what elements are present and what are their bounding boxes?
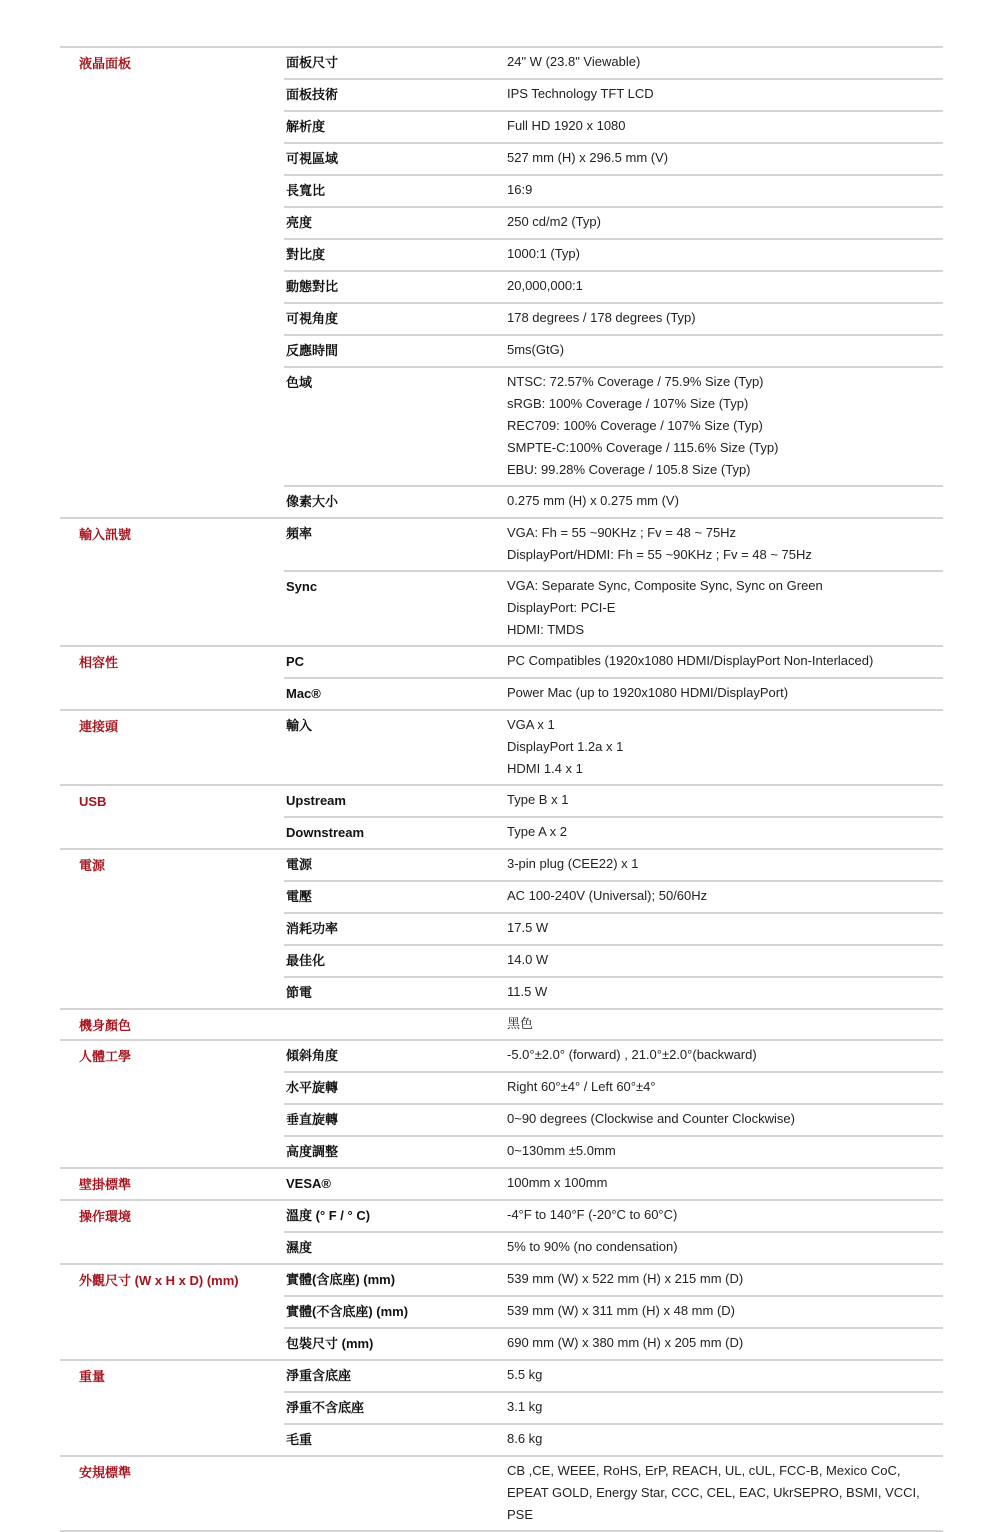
spec-label: 電壓 [286,889,313,904]
spec-label: 消耗功率 [286,921,339,936]
spec-values [507,176,943,206]
spec-values [507,1361,943,1391]
spec-value-line: 1000:1 (Typ) [507,246,580,261]
spec-row [284,880,943,912]
spec-values [507,336,943,366]
spec-values [507,1105,943,1135]
group-name: 重量 [79,1369,106,1384]
spec-value-line: Type B x 1 [507,792,569,807]
spec-row [284,485,943,517]
spec-row [284,1391,943,1423]
spec-row [284,142,943,174]
spec-label: 亮度 [286,215,313,230]
spec-value-line: 250 cd/m2 (Typ) [507,214,601,229]
spec-value-line: EBU: 99.28% Coverage / 105.8 Size (Typ) [507,462,751,477]
spec-row [284,238,943,270]
group-rows [284,1201,943,1263]
spec-row [284,110,943,142]
spec-value-line: 黑色 [507,1016,534,1031]
spec-group [60,1008,943,1039]
spec-values [507,572,943,645]
spec-row [284,1265,943,1295]
spec-value-line: 3-pin plug (CEE22) x 1 [507,856,639,871]
spec-label: 動態對比 [286,279,339,294]
spec-group [60,784,943,848]
group-name: 人體工學 [79,1049,132,1064]
spec-label: 面板技術 [286,87,339,102]
spec-value-line: SMPTE-C:100% Coverage / 115.6% Size (Typ) [507,440,779,455]
spec-value-line: HDMI: TMDS [507,622,585,637]
spec-row [284,786,943,816]
spec-group [60,1359,943,1455]
spec-row [284,816,943,848]
spec-row [284,1103,943,1135]
spec-value-line: VGA: Fh = 55 ~90KHz ; Fv = 48 ~ 75Hz [507,525,737,540]
spec-row [284,850,943,880]
spec-label: Downstream [286,825,365,840]
spec-group [60,1455,943,1532]
spec-group [60,1199,943,1263]
group-rows [284,647,943,709]
group-name: 安規標準 [79,1465,132,1480]
group-rows [284,1041,943,1167]
spec-values [507,1297,943,1327]
spec-row [284,677,943,709]
spec-value-line: Full HD 1920 x 1080 [507,118,626,133]
group-rows [284,1457,943,1530]
spec-values [507,1393,943,1423]
spec-row [284,366,943,485]
spec-values [507,368,943,485]
spec-values [507,487,943,517]
spec-value-line: 20,000,000:1 [507,278,583,293]
spec-row [284,206,943,238]
spec-values [507,978,943,1008]
spec-value-line: -5.0°±2.0° (forward) , 21.0°±2.0°(backward) [507,1047,757,1062]
spec-label: PC [286,654,305,669]
spec-values [507,144,943,174]
spec-value-line: 5.5 kg [507,1367,543,1382]
spec-value-line: REC709: 100% Coverage / 107% Size (Typ) [507,418,763,433]
group-rows [284,711,943,784]
spec-row [284,1295,943,1327]
spec-table [60,46,943,1532]
group-name: 壁掛標準 [79,1177,132,1192]
group-name: 相容性 [79,655,119,670]
spec-values [507,48,943,78]
spec-row [284,1457,943,1530]
spec-values [507,1137,943,1167]
group-name: 電源 [79,858,106,873]
spec-row [284,944,943,976]
spec-label: 像素大小 [286,494,339,509]
spec-label: Upstream [286,793,346,808]
spec-value-line: Type A x 2 [507,824,567,839]
spec-value-line: DisplayPort/HDMI: Fh = 55 ~90KHz ; Fv = 48 ~ 75Hz [507,547,812,562]
group-rows [284,48,943,517]
spec-value-line: 690 mm (W) x 380 mm (H) x 205 mm (D) [507,1335,744,1350]
spec-row [284,78,943,110]
spec-value-line: 0~90 degrees (Clockwise and Counter Clockwise) [507,1111,795,1126]
spec-row [284,1201,943,1231]
spec-values [507,1265,943,1295]
spec-value-line: Right 60°±4° / Left 60°±4° [507,1079,656,1094]
spec-label: 溫度 (° F / ° C) [286,1208,371,1223]
spec-value-line: 14.0 W [507,952,549,967]
spec-label: 實體(含底座) (mm) [286,1272,396,1287]
spec-value-line: 527 mm (H) x 296.5 mm (V) [507,150,669,165]
spec-label: Mac® [286,686,321,701]
spec-values [507,914,943,944]
group-name: USB [79,794,107,809]
spec-label: Sync [286,579,318,594]
spec-value-line: 8.6 kg [507,1431,543,1446]
spec-label: 解析度 [286,119,326,134]
spec-label: 最佳化 [286,953,326,968]
spec-values [507,1073,943,1103]
spec-group [60,1039,943,1167]
spec-values [507,946,943,976]
group-rows [284,1010,943,1039]
spec-value-line: CB ,CE, WEEE, RoHS, ErP, REACH, UL, cUL, FCC-B, Mexico CoC, [507,1463,901,1478]
group-name: 機身顏色 [79,1018,132,1033]
spec-values [507,850,943,880]
spec-value-line: 539 mm (W) x 311 mm (H) x 48 mm (D) [507,1303,735,1318]
spec-value-line: 17.5 W [507,920,549,935]
spec-label: 傾斜角度 [286,1048,339,1063]
spec-row [284,1423,943,1455]
spec-values [507,1329,943,1359]
spec-values [507,112,943,142]
spec-value-line: Power Mac (up to 1920x1080 HDMI/DisplayPort) [507,685,789,700]
spec-values [507,711,943,784]
spec-value-line: 178 degrees / 178 degrees (Typ) [507,310,696,325]
spec-row [284,570,943,645]
spec-label: 包裝尺寸 (mm) [286,1336,374,1351]
spec-label: 濕度 [286,1240,313,1255]
spec-row [284,302,943,334]
spec-values [507,818,943,848]
spec-value-line: PC Compatibles (1920x1080 HDMI/DisplayPort Non-Interlaced) [507,653,874,668]
spec-value-line: 5% to 90% (no condensation) [507,1239,678,1254]
spec-value-line: NTSC: 72.57% Coverage / 75.9% Size (Typ) [507,374,764,389]
spec-values [507,1233,943,1263]
spec-value-line: IPS Technology TFT LCD [507,86,654,101]
group-name: 連接頭 [79,719,119,734]
spec-label: 可視角度 [286,311,339,326]
spec-row [284,1231,943,1263]
spec-row [284,1361,943,1391]
spec-label: 輸入 [286,718,313,733]
spec-label: 可視區域 [286,151,339,166]
group-name: 外觀尺寸 (W x H x D) (mm) [79,1273,239,1288]
spec-row [284,1010,943,1039]
spec-label [284,1457,507,1530]
spec-value-line: 11.5 W [507,984,548,999]
spec-label: 毛重 [286,1432,313,1447]
spec-value-line: DisplayPort: PCI-E [507,600,616,615]
spec-value-line: HDMI 1.4 x 1 [507,761,583,776]
spec-row [284,1169,943,1199]
spec-label: 垂直旋轉 [286,1112,339,1127]
spec-group [60,709,943,784]
group-rows [284,1169,943,1199]
spec-label: 實體(不含底座) (mm) [286,1304,409,1319]
spec-label: 電源 [286,857,313,872]
spec-values [507,1169,943,1199]
spec-value-line: 5ms(GtG) [507,342,565,357]
spec-label [284,1010,507,1039]
spec-value-line: PSE [507,1507,534,1522]
spec-value-line: 16:9 [507,182,533,197]
spec-group [60,517,943,645]
spec-group [60,1167,943,1199]
spec-row [284,270,943,302]
spec-value-line: VGA: Separate Sync, Composite Sync, Sync on Green [507,578,823,593]
spec-row [284,519,943,570]
group-name: 操作環境 [79,1209,132,1224]
group-rows [284,850,943,1008]
spec-value-line: AC 100-240V (Universal); 50/60Hz [507,888,708,903]
spec-value-line: 539 mm (W) x 522 mm (H) x 215 mm (D) [507,1271,744,1286]
spec-label: VESA® [286,1176,331,1191]
spec-value-line: 0~130mm ±5.0mm [507,1143,616,1158]
spec-group [60,46,943,517]
spec-label: 節電 [286,985,313,1000]
spec-values [507,272,943,302]
spec-values [507,1010,943,1039]
spec-row [284,334,943,366]
group-name: 輸入訊號 [79,527,132,542]
spec-values [507,647,943,677]
spec-row [284,976,943,1008]
spec-label: 水平旋轉 [286,1080,339,1095]
group-rows [284,1265,943,1359]
spec-value-line: 100mm x 100mm [507,1175,608,1190]
group-name: 液晶面板 [79,56,132,71]
spec-value-line: 24" W (23.8" Viewable) [507,54,641,69]
spec-value-line: 3.1 kg [507,1399,543,1414]
spec-values [507,786,943,816]
spec-row [284,174,943,206]
spec-group [60,645,943,709]
group-rows [284,786,943,848]
group-rows [284,1361,943,1455]
spec-values [507,679,943,709]
spec-values [507,519,943,570]
spec-label: 淨重含底座 [286,1368,352,1383]
spec-label: 高度調整 [286,1144,339,1159]
spec-value-line: 0.275 mm (H) x 0.275 mm (V) [507,493,679,508]
spec-row [284,1071,943,1103]
spec-values [507,1425,943,1455]
spec-values [507,1457,943,1530]
spec-values [507,80,943,110]
spec-group [60,1263,943,1359]
spec-row [284,1327,943,1359]
spec-value-line: DisplayPort 1.2a x 1 [507,739,624,754]
spec-row [284,1041,943,1071]
spec-values [507,1041,943,1071]
spec-row [284,1135,943,1167]
spec-label: 長寬比 [286,183,326,198]
spec-row [284,647,943,677]
spec-label: 面板尺寸 [286,55,339,70]
spec-value-line: EPEAT GOLD, Energy Star, CCC, CEL, EAC, UkrSEPRO, BSMI, VCCI, [507,1485,920,1500]
spec-row [284,912,943,944]
spec-values [507,882,943,912]
spec-value-line: -4°F to 140°F (-20°C to 60°C) [507,1207,678,1222]
spec-values [507,208,943,238]
spec-label: 頻率 [286,526,313,541]
spec-values [507,304,943,334]
spec-values [507,240,943,270]
spec-label: 反應時間 [286,343,339,358]
spec-group [60,848,943,1008]
spec-value-line: sRGB: 100% Coverage / 107% Size (Typ) [507,396,749,411]
group-rows [284,519,943,645]
spec-label: 淨重不含底座 [286,1400,365,1415]
spec-label: 色域 [286,375,313,390]
spec-row [284,48,943,78]
spec-values [507,1201,943,1231]
spec-row [284,711,943,784]
spec-value-line: VGA x 1 [507,717,555,732]
spec-label: 對比度 [286,247,326,262]
